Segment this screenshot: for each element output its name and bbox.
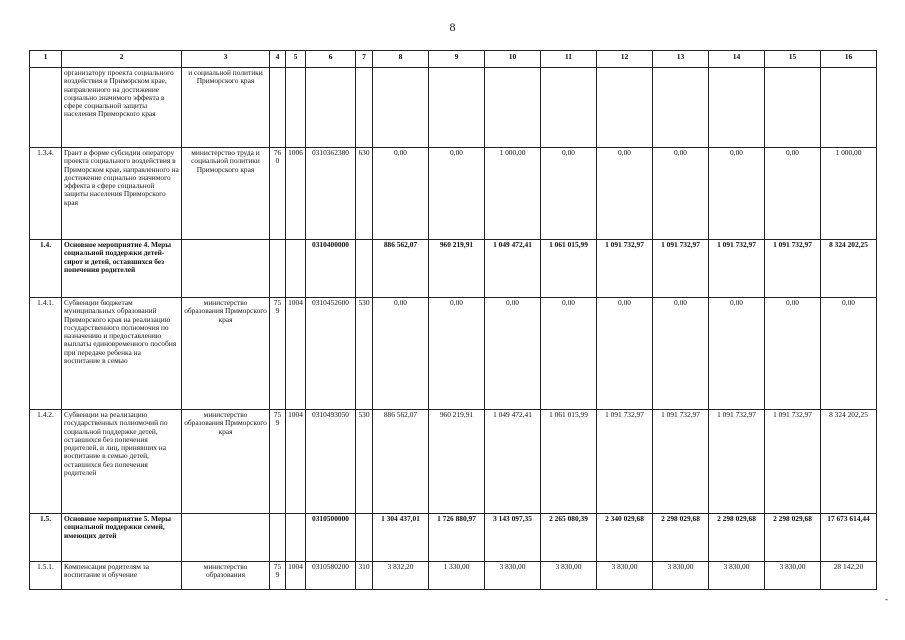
cell-c5: [286, 68, 306, 148]
table-row: [30, 514, 877, 562]
row-executor: министерство образования: [182, 562, 270, 590]
row-name: Компенсация родителям за воспитание и обучение: [62, 562, 182, 590]
cell-c5: 1004: [286, 410, 306, 514]
cell-value: 3 143 097,35: [485, 514, 541, 562]
cell-value: 0,00: [597, 148, 653, 240]
cell-value: 1 091 732,97: [597, 410, 653, 514]
table-row: [30, 148, 877, 240]
col-header: 1: [30, 51, 62, 68]
cell-c4: [270, 514, 286, 562]
row-name: Субвенции бюджетам муниципальных образований Приморского края на реализацию государственного полномочия по назначению и предоставлению выплаты единовременного пособия при передаче ребенка на воспитание в семью: [62, 298, 182, 410]
row-name: Основное мероприятие 5. Меры социальной поддержки семей, имеющих детей: [62, 514, 182, 562]
cell-c7: [356, 514, 373, 562]
col-header: 2: [62, 51, 182, 68]
col-header: 13: [653, 51, 709, 68]
cell-value: 1 091 732,97: [653, 410, 709, 514]
col-header: 12: [597, 51, 653, 68]
cell-c6: 0310452600: [306, 298, 356, 410]
cell-c5: 1006: [286, 148, 306, 240]
col-header: 5: [286, 51, 306, 68]
row-executor: и социальной политики Приморского края: [182, 68, 270, 148]
cell-c7: [356, 240, 373, 298]
table-row: [30, 410, 877, 514]
cell-c7: 530: [356, 410, 373, 514]
header-row: [30, 51, 877, 68]
col-header: 9: [429, 51, 485, 68]
cell-value: 1 000,00: [821, 148, 877, 240]
row-name: Субвенции на реализацию государственных полномочий по социальной поддержке детей, оставшихся без попечения родителей, и лиц, принявших на воспитание в семью детей, оставшихся без попечения родителей: [62, 410, 182, 514]
cell-value: 1 091 732,97: [597, 240, 653, 298]
cell-c6: 0310400000: [306, 240, 356, 298]
cell-c4: [270, 240, 286, 298]
row-id: 1.4.1.: [30, 298, 62, 410]
cell-value: 1 330,00: [429, 562, 485, 590]
cell-value: 3 830,00: [485, 562, 541, 590]
cell-value: 886 562,07: [373, 410, 429, 514]
cell-value: 1 061 015,99: [541, 410, 597, 514]
col-header: 6: [306, 51, 356, 68]
cell-value: 886 562,07: [373, 240, 429, 298]
cell-value: 0,00: [485, 298, 541, 410]
cell-value: 960 219,91: [429, 410, 485, 514]
cell-c6: [306, 68, 356, 148]
cell-c7: 310: [356, 562, 373, 590]
cell-c4: 759: [270, 410, 286, 514]
cell-c4: [270, 68, 286, 148]
row-executor: министерство образования Приморского края: [182, 410, 270, 514]
cell-c5: 1004: [286, 298, 306, 410]
cell-value: 960 219,91: [429, 240, 485, 298]
cell-c4: 759: [270, 562, 286, 590]
cell-value: [485, 68, 541, 148]
col-header: 16: [821, 51, 877, 68]
cell-c6: 0310580200: [306, 562, 356, 590]
cell-c6: 0310500000: [306, 514, 356, 562]
cell-value: 1 049 472,41: [485, 410, 541, 514]
cell-value: 1 304 437,01: [373, 514, 429, 562]
col-header: 3: [182, 51, 270, 68]
cell-value: 1 061 015,99: [541, 240, 597, 298]
cell-value: 1 091 732,97: [709, 240, 765, 298]
cell-value: 2 340 029,68: [597, 514, 653, 562]
cell-value: [429, 68, 485, 148]
cell-value: 0,00: [653, 298, 709, 410]
cell-c6: 0310493050: [306, 410, 356, 514]
cell-value: 1 091 732,97: [765, 240, 821, 298]
cell-c5: 1004: [286, 562, 306, 590]
cell-value: 2 265 080,39: [541, 514, 597, 562]
table-row: [30, 240, 877, 298]
cell-value: 0,00: [597, 298, 653, 410]
cell-value: 1 091 732,97: [765, 410, 821, 514]
cell-value: 0,00: [709, 148, 765, 240]
cell-value: [821, 68, 877, 148]
cell-value: [653, 68, 709, 148]
cell-c5: [286, 514, 306, 562]
cell-value: [373, 68, 429, 148]
cell-value: 0,00: [541, 298, 597, 410]
page-number: 8: [449, 20, 456, 34]
cell-value: 2 298 029,68: [709, 514, 765, 562]
stray-mark: -: [885, 594, 888, 604]
cell-value: [597, 68, 653, 148]
cell-c7: [356, 68, 373, 148]
col-header: 4: [270, 51, 286, 68]
table-row: [30, 562, 877, 590]
cell-value: [541, 68, 597, 148]
row-id: 1.3.4.: [30, 148, 62, 240]
col-header: 15: [765, 51, 821, 68]
cell-c5: [286, 240, 306, 298]
cell-value: 0,00: [541, 148, 597, 240]
cell-value: 3 830,00: [765, 562, 821, 590]
cell-value: 0,00: [373, 298, 429, 410]
cell-value: 1 726 880,97: [429, 514, 485, 562]
cell-value: 3 832,20: [373, 562, 429, 590]
cell-value: 2 298 029,68: [765, 514, 821, 562]
cell-c7: 530: [356, 298, 373, 410]
row-id: 1.5.1.: [30, 562, 62, 590]
cell-value: 1 091 732,97: [653, 240, 709, 298]
cell-value: 1 049 472,41: [485, 240, 541, 298]
row-executor: министерство труда и социальной политики Приморского края: [182, 148, 270, 240]
cell-value: [709, 68, 765, 148]
cell-value: 28 142,20: [821, 562, 877, 590]
cell-value: 0,00: [765, 148, 821, 240]
cell-value: 8 324 202,25: [821, 240, 877, 298]
cell-value: 0,00: [429, 148, 485, 240]
cell-value: 0,00: [821, 298, 877, 410]
budget-table: [29, 50, 877, 590]
table-row: [30, 68, 877, 148]
cell-c7: 630: [356, 148, 373, 240]
col-header: 14: [709, 51, 765, 68]
row-executor: [182, 240, 270, 298]
cell-value: 2 298 029,68: [653, 514, 709, 562]
cell-value: 0,00: [709, 298, 765, 410]
col-header: 8: [373, 51, 429, 68]
cell-value: 3 830,00: [709, 562, 765, 590]
row-id: [30, 68, 62, 148]
table-row: [30, 298, 877, 410]
cell-value: 0,00: [653, 148, 709, 240]
cell-value: [765, 68, 821, 148]
cell-value: 17 673 614,44: [821, 514, 877, 562]
cell-value: 0,00: [373, 148, 429, 240]
row-id: 1.5.: [30, 514, 62, 562]
cell-c4: 759: [270, 298, 286, 410]
row-id: 1.4.2.: [30, 410, 62, 514]
col-header: 10: [485, 51, 541, 68]
cell-c4: 760: [270, 148, 286, 240]
cell-value: 1 091 732,97: [709, 410, 765, 514]
row-id: 1.4.: [30, 240, 62, 298]
cell-value: 0,00: [429, 298, 485, 410]
row-name: Грант в форме субсидии оператору проекта социального воздействия в Приморском крае, направленного на достижение социально значимого эффекта в сфере социальной защиты населения Приморского края: [62, 148, 182, 240]
cell-value: 0,00: [765, 298, 821, 410]
col-header: 11: [541, 51, 597, 68]
cell-c6: 0310362380: [306, 148, 356, 240]
cell-value: 3 830,00: [597, 562, 653, 590]
row-name: Основное мероприятие 4. Меры социальной поддержки детей-сирот и детей, оставшихся без попечения родителей: [62, 240, 182, 298]
row-executor: [182, 514, 270, 562]
row-name: организатору проекта социального воздействия в Приморском крае, направленного на достижение социально значимого эффекта в сфере социальной защиты населения Приморского края: [62, 68, 182, 148]
row-executor: министерство образования Приморского края: [182, 298, 270, 410]
col-header: 7: [356, 51, 373, 68]
cell-value: 3 830,00: [653, 562, 709, 590]
cell-value: 8 324 202,25: [821, 410, 877, 514]
cell-value: 3 830,00: [541, 562, 597, 590]
cell-value: 1 000,00: [485, 148, 541, 240]
